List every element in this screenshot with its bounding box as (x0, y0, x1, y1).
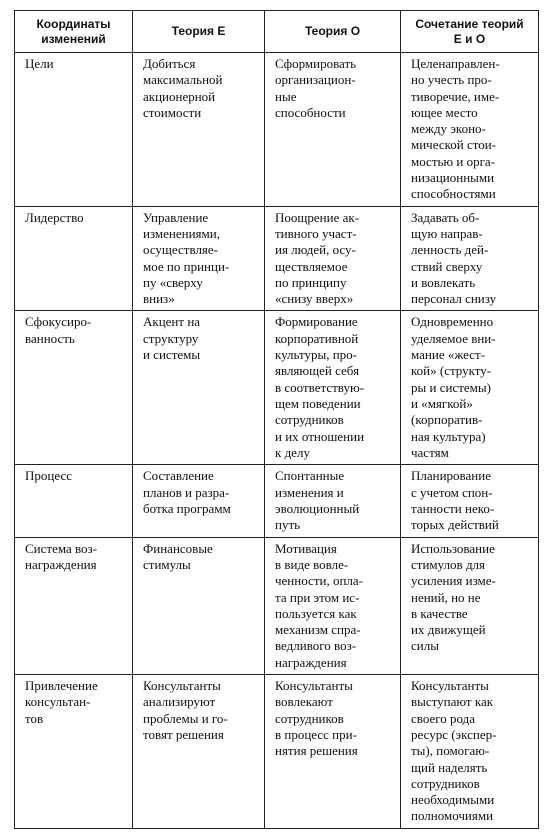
table-row (15, 206, 539, 311)
cell-theory-o: Поощрение ак- тивного участ- ия людей, осу- ществляемое по принципу «снизу вверх» (265, 206, 401, 311)
cell-combined: Одновременно уделяемое вни- мание «жест- кой» (структу- ры и системы) и «мягкой» (корпоратив- ная культура) частям (401, 311, 539, 465)
row-coordinate: Сфокусиро- ванность (15, 311, 133, 465)
header-theory-o: Теория О (265, 11, 401, 53)
cell-theory-e: Составление планов и разра- ботка программ (133, 465, 265, 537)
header-combined: Сочетание теорий Е и О (401, 11, 539, 53)
header-coordinates: Координаты изменений (15, 11, 133, 53)
cell-theory-o: Консультанты вовлекают сотрудников в процесс при- нятия решения (265, 675, 401, 829)
table-row (15, 53, 539, 207)
table-row (15, 465, 539, 537)
cell-combined: Консультанты выступают как своего рода ресурс (экспер- ты), помогаю- щий наделять сотрудников необходимыми полномочиями (401, 675, 539, 829)
cell-theory-e: Акцент на структуру и системы (133, 311, 265, 465)
cell-combined: Использование стимулов для усиления изме- нений, но не в качестве их движущей силы (401, 537, 539, 674)
row-coordinate: Система воз- награждения (15, 537, 133, 674)
header-theory-e: Теория Е (133, 11, 265, 53)
cell-combined: Целенаправлен- но учесть про- тиворечие, име- ющее место между эконо- мической стои- мостью и орга- низационными способностями (401, 53, 539, 207)
table-row (15, 537, 539, 674)
cell-theory-e: Консультанты анализируют проблемы и го- товят решения (133, 675, 265, 829)
cell-theory-o: Мотивация в виде вовле- ченности, опла- та при этом ис- пользуется как механизм спра- ведливого воз- награждения (265, 537, 401, 674)
row-coordinate: Процесс (15, 465, 133, 537)
table-row (15, 675, 539, 829)
cell-combined: Планирование с учетом спон- танности неко- торых действий (401, 465, 539, 537)
row-coordinate: Привлечение консультан- тов (15, 675, 133, 829)
cell-theory-o: Спонтанные изменения и эволюционный путь (265, 465, 401, 537)
cell-theory-e: Добиться максимальной акционерной стоимости (133, 53, 265, 207)
cell-theory-o: Формирование корпоративной культуры, про- являющей себя в соответствую- щем поведении сотрудников и их отношении к делу (265, 311, 401, 465)
table-row (15, 311, 539, 465)
header-row (15, 11, 539, 53)
cell-theory-e: Управление изменениями, осуществляе- мое по принци- пу «сверху вниз» (133, 206, 265, 311)
row-coordinate: Лидерство (15, 206, 133, 311)
cell-theory-o: Сформировать организацион- ные способности (265, 53, 401, 207)
cell-combined: Задавать об- щую направ- ленность дей- ствий сверху и вовлекать персонал снизу (401, 206, 539, 311)
theories-comparison-table (14, 10, 539, 829)
cell-theory-e: Финансовые стимулы (133, 537, 265, 674)
row-coordinate: Цели (15, 53, 133, 207)
